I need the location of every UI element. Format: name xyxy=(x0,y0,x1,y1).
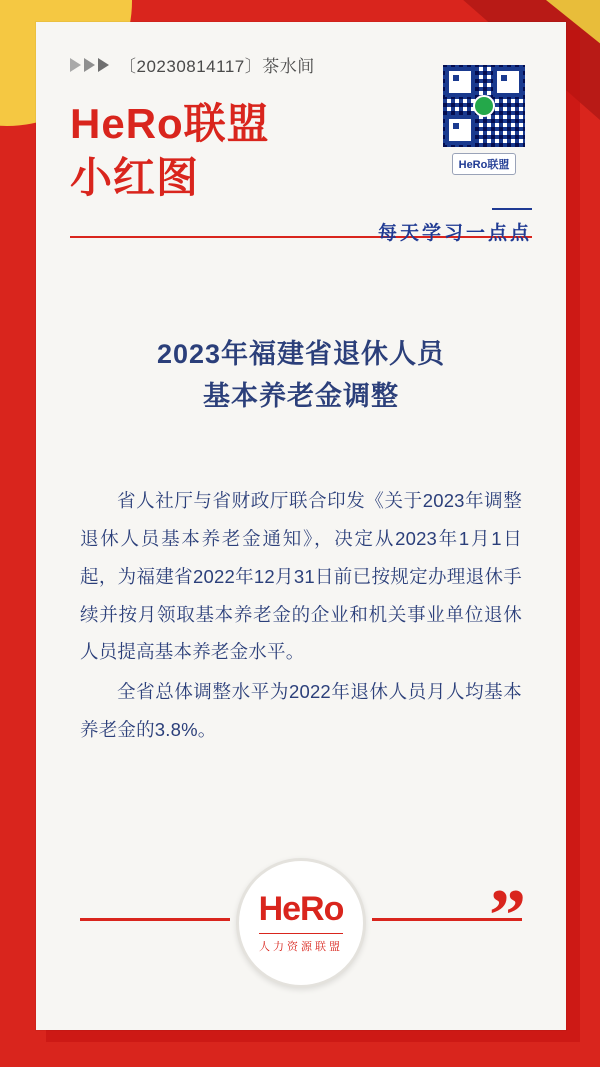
qr-block[interactable] xyxy=(436,65,532,175)
card-body xyxy=(36,334,566,749)
card-header xyxy=(36,22,566,244)
qr-center-logo-icon xyxy=(473,95,495,117)
page-title-line2: 基本养老金调整 xyxy=(203,380,399,411)
article-body xyxy=(80,482,522,749)
brand-block xyxy=(70,99,532,202)
content-card xyxy=(36,22,566,1030)
triple-arrow-icon xyxy=(70,58,109,72)
article-paragraph: 全省总体调整水平为2022年退休人员月人均基本养老金的3.8%。 xyxy=(80,681,522,741)
slogan-text: 每天学习一点点 xyxy=(377,223,532,244)
brand-logo xyxy=(236,858,366,988)
qr-code-icon[interactable] xyxy=(443,65,525,147)
qr-label: HeRo联盟 xyxy=(452,153,517,175)
page-title xyxy=(80,334,522,418)
page-title-line1: 2023年福建省退休人员 xyxy=(156,339,446,370)
brand-title-line1: HeRo联盟 xyxy=(70,100,270,147)
slogan-divider xyxy=(492,208,532,210)
card-footer xyxy=(36,858,566,978)
brand-title-line2: 小红图 xyxy=(70,153,200,201)
footer-divider-left xyxy=(80,918,230,921)
brand-logo-text: HeRo xyxy=(258,890,344,928)
quote-mark-icon: ” xyxy=(489,875,526,957)
kicker-text: 〔20230814117〕茶水间 xyxy=(119,57,315,76)
brand-logo-subtitle: 人力资源联盟 xyxy=(259,933,343,954)
article-paragraph: 省人社厅与省财政厅联合印发《关于2023年调整退休人员基本养老金通知》，决定从2023年1月1日起，为福建省2022年12月31日前已按规定办理退休手续并按月领取基本养老金的企业和机关事业单位退休人员提高基本养老金水平。 xyxy=(80,489,522,663)
